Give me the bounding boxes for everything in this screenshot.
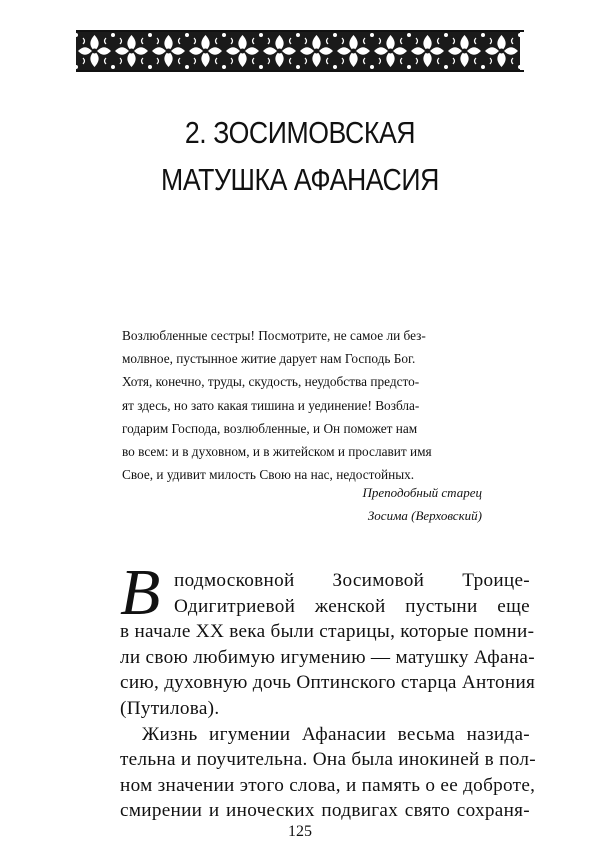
epigraph-line: молвное, пустынное житие дарует нам Господь Бог.	[122, 351, 416, 367]
body-line: (Путилова).	[120, 697, 220, 719]
epigraph-attribution-title: Преподобный старец	[362, 485, 482, 500]
epigraph-line: во всем: и в духовном, и в житейском и прославит имя	[122, 444, 432, 460]
epigraph-line: Свое, и удивит милость Свою на нас, недостойных.	[122, 467, 415, 483]
body-line: в начале XX века были старицы, которые помни-	[120, 621, 535, 643]
body-line: ном значении этого слова, и память о ее доброте,	[120, 774, 536, 796]
body-line: ли свою любимую игумению — матушку Афана-	[120, 646, 535, 668]
ornament-pattern-icon	[76, 32, 520, 70]
drop-cap-letter: В	[120, 556, 161, 629]
body-line: Жизнь игумении Афанасии весьма назида-	[142, 723, 530, 745]
body-line: тельна и поучительна. Она была инокиней в пол-	[120, 749, 536, 771]
body-line: подмосковной Зосимовой Троице-	[174, 570, 530, 591]
epigraph-line: годарим Господа, возлюбленные, и Он поможет нам	[122, 420, 418, 436]
page-number: 125	[288, 823, 312, 840]
epigraph-line: ят здесь, но зато какая тишина и уединение! Возбла-	[122, 397, 420, 413]
epigraph-attribution-name: Зосима (Верховский)	[367, 508, 482, 523]
chapter-title-line-1: 2. ЗОСИМОВСКАЯ	[184, 115, 416, 150]
body-line: Одигитриевой женской пустыни еще	[174, 595, 530, 617]
body-line: сию, духовную дочь Оптинского старца Антония	[120, 672, 536, 694]
header-ornament	[76, 30, 524, 72]
body-text	[120, 568, 536, 824]
epigraph-line: Возлюбленные сестры! Посмотрите, не самое ли без-	[122, 328, 426, 343]
body-line: смирении и иноческих подвигах свято сохраня-	[120, 800, 530, 822]
paragraph-2	[120, 722, 536, 824]
epigraph	[122, 324, 486, 486]
paragraph-1	[120, 568, 536, 722]
epigraph-line: Хотя, конечно, труды, скудость, неудобства предсто-	[122, 374, 420, 390]
chapter-title-line-2: МАТУШКА АФАНАСИЯ	[161, 162, 439, 197]
